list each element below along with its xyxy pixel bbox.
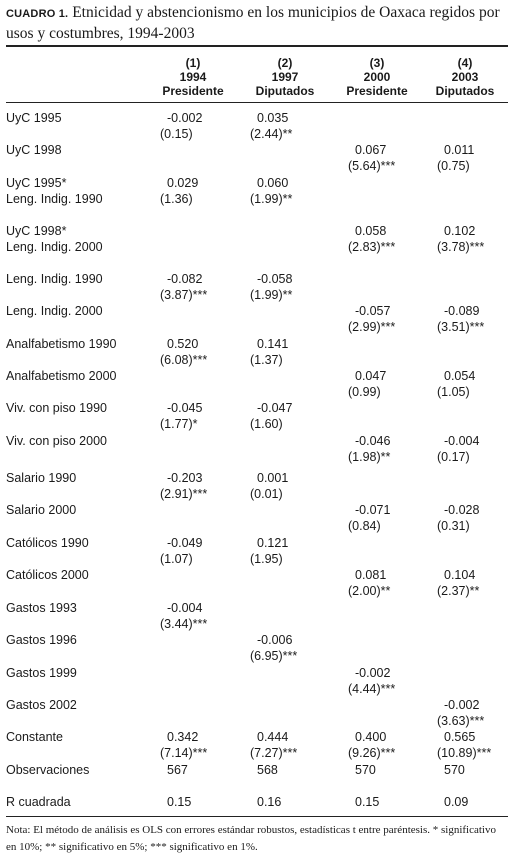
column-year: 2000 (363, 70, 391, 84)
column-number: (2) (277, 56, 293, 70)
row-label-line: Leng. Indig. 1990 (6, 192, 103, 206)
row-label (6, 567, 156, 599)
row-label (6, 110, 156, 142)
coefficient: 0.565 (444, 730, 476, 744)
coefficient: 0.035 (257, 111, 289, 125)
t-statistic: (1.37) (250, 353, 283, 367)
row-label (6, 762, 156, 794)
row-label-line: Viv. con piso 1990 (6, 401, 107, 415)
coefficient: 0.011 (444, 143, 475, 157)
t-statistic: (1.05) (437, 385, 470, 399)
coefficient: -0.046 (355, 434, 391, 448)
t-statistic: (2.37)** (437, 584, 480, 598)
table-cell (250, 729, 350, 761)
coefficient: -0.089 (444, 304, 480, 318)
table-cell (250, 632, 350, 664)
coefficient: 0.047 (355, 369, 387, 383)
t-statistic: (0.01) (250, 487, 283, 501)
t-statistic: (6.95)*** (250, 649, 298, 663)
column-election-type: Presidente (162, 84, 224, 98)
table-cell (250, 336, 350, 368)
coefficient: 0.342 (167, 730, 199, 744)
table-cell (160, 470, 260, 502)
table-cell (160, 729, 260, 761)
row-label-line: UyC 1995* (6, 176, 67, 190)
coefficient: 0.444 (257, 730, 289, 744)
t-statistic: (6.08)*** (160, 353, 208, 367)
table-cell (437, 142, 513, 174)
row-label (6, 336, 156, 368)
column-number: (4) (457, 56, 473, 70)
row-label-line: Católicos 2000 (6, 568, 89, 582)
table-cell (250, 762, 350, 794)
row-label (6, 175, 156, 207)
table-cell (160, 271, 260, 303)
coefficient: 570 (355, 763, 376, 777)
column-header (150, 56, 236, 100)
row-label-line: Analfabetismo 1990 (6, 337, 117, 351)
t-statistic: (3.63)*** (437, 714, 485, 728)
t-statistic: (1.99)** (250, 192, 293, 206)
row-label-line: Gastos 2002 (6, 698, 77, 712)
coefficient: -0.006 (257, 633, 293, 647)
table-cell (160, 336, 260, 368)
table-cell (160, 762, 260, 794)
table-cell (160, 175, 260, 207)
table-cell (437, 729, 513, 761)
row-label-line: R cuadrada (6, 795, 71, 809)
coefficient: 0.09 (444, 795, 469, 809)
column-year: 2003 (451, 70, 479, 84)
coefficient: -0.002 (167, 111, 203, 125)
t-statistic: (2.83)*** (348, 240, 396, 254)
table-cell (437, 303, 513, 335)
table-cell (348, 142, 448, 174)
row-label-line: Salario 1990 (6, 471, 77, 485)
table-cell (437, 223, 513, 255)
column-number: (1) (185, 56, 201, 70)
coefficient: 0.029 (167, 176, 199, 190)
table-cell (348, 502, 448, 534)
coefficient: 0.102 (444, 224, 476, 238)
t-statistic: (9.26)*** (348, 746, 396, 760)
coefficient: -0.082 (167, 272, 203, 286)
row-label (6, 697, 156, 729)
t-statistic: (1.98)** (348, 450, 391, 464)
coefficient: -0.057 (355, 304, 391, 318)
t-statistic: (0.99) (348, 385, 381, 399)
t-statistic: (2.91)*** (160, 487, 208, 501)
coefficient: 0.15 (167, 795, 192, 809)
table-number: CUADRO 1. (6, 8, 69, 20)
coefficient: 0.054 (444, 369, 476, 383)
table-cell (437, 567, 513, 599)
t-statistic: (3.44)*** (160, 617, 208, 631)
column-year: 1994 (179, 70, 207, 84)
table-cell (160, 600, 260, 632)
coefficient: 0.081 (355, 568, 387, 582)
coefficient: 570 (444, 763, 465, 777)
coefficient: 0.400 (355, 730, 387, 744)
coefficient: 0.104 (444, 568, 476, 582)
row-label-line: Gastos 1993 (6, 601, 77, 615)
t-statistic: (10.89)*** (437, 746, 492, 760)
t-statistic: (4.44)*** (348, 682, 396, 696)
t-statistic: (2.99)*** (348, 320, 396, 334)
column-year: 1997 (271, 70, 299, 84)
t-statistic: (1.99)** (250, 288, 293, 302)
coefficient: -0.071 (355, 503, 391, 517)
t-statistic: (7.27)*** (250, 746, 298, 760)
coefficient: -0.004 (167, 601, 203, 615)
coefficient: -0.047 (257, 401, 293, 415)
t-statistic: (1.95) (250, 552, 283, 566)
coefficient: 0.520 (167, 337, 199, 351)
t-statistic: (1.60) (250, 417, 283, 431)
coefficient: 0.058 (355, 224, 387, 238)
row-label (6, 632, 156, 664)
column-election-type: Diputados (435, 84, 495, 98)
table-cell (250, 470, 350, 502)
column-election-type: Diputados (255, 84, 315, 98)
t-statistic: (3.51)*** (437, 320, 485, 334)
coefficient: 568 (257, 763, 278, 777)
table-cell (348, 223, 448, 255)
table-cell (348, 729, 448, 761)
coefficient: -0.203 (167, 471, 203, 485)
coefficient: -0.045 (167, 401, 203, 415)
t-statistic: (0.31) (437, 519, 470, 533)
t-statistic: (2.00)** (348, 584, 391, 598)
coefficient: 0.067 (355, 143, 387, 157)
row-label (6, 729, 156, 761)
t-statistic: (1.07) (160, 552, 193, 566)
row-label (6, 470, 156, 502)
table-cell (250, 175, 350, 207)
coefficient: 0.121 (257, 536, 289, 550)
column-header (242, 56, 328, 100)
t-statistic: (1.77)* (160, 417, 198, 431)
row-label-line: Leng. Indig. 2000 (6, 304, 103, 318)
coefficient: 567 (167, 763, 188, 777)
column-header (334, 56, 420, 100)
t-statistic: (3.87)*** (160, 288, 208, 302)
row-label-line: Viv. con piso 2000 (6, 434, 107, 448)
row-label (6, 142, 156, 174)
coefficient: -0.049 (167, 536, 203, 550)
table-cell (160, 110, 260, 142)
table-cell (348, 368, 448, 400)
coefficient: 0.001 (257, 471, 289, 485)
table-cell (437, 502, 513, 534)
table-cell (250, 110, 350, 142)
row-label-line: Gastos 1999 (6, 666, 77, 680)
table-title-text: Etnicidad y abstencionismo en los municipios de Oaxaca regidos por usos y costumbres, 1994-2003 (6, 4, 500, 42)
row-label (6, 400, 156, 432)
coefficient: -0.002 (444, 698, 480, 712)
row-label-line: Constante (6, 730, 63, 744)
table-cell (437, 697, 513, 729)
row-label-line: Gastos 1996 (6, 633, 77, 647)
table-cell (437, 368, 513, 400)
table-title (6, 3, 508, 43)
table-note: Nota: El método de análisis es OLS con errores estándar robustos, estadísticas t entre paréntesis. * significativo en 10%; ** significativo en 5%; *** significativo en 1%. (6, 824, 496, 853)
table-cell (250, 271, 350, 303)
table-cell (160, 400, 260, 432)
coefficient: -0.004 (444, 434, 480, 448)
bottom-rule (6, 816, 508, 817)
header-rule (6, 102, 508, 103)
t-statistic: (5.64)*** (348, 159, 396, 173)
t-statistic: (0.75) (437, 159, 470, 173)
coefficient: -0.002 (355, 666, 391, 680)
row-label-line: Salario 2000 (6, 503, 77, 517)
table-cell (250, 535, 350, 567)
t-statistic: (0.17) (437, 450, 470, 464)
t-statistic: (7.14)*** (160, 746, 208, 760)
t-statistic: (3.78)*** (437, 240, 485, 254)
top-rule (6, 45, 508, 47)
coefficient: 0.16 (257, 795, 282, 809)
row-label (6, 368, 156, 400)
table-cell (250, 400, 350, 432)
table-cell (348, 567, 448, 599)
table-cell (437, 762, 513, 794)
row-label (6, 303, 156, 335)
table-cell (348, 665, 448, 697)
table-cell (160, 535, 260, 567)
row-label (6, 502, 156, 534)
table-cell (348, 433, 448, 465)
row-label (6, 433, 156, 465)
row-label-line: UyC 1998* (6, 224, 67, 238)
row-label-line: Católicos 1990 (6, 536, 89, 550)
coefficient: 0.15 (355, 795, 380, 809)
coefficient: 0.141 (257, 337, 289, 351)
row-label-line: Observaciones (6, 763, 90, 777)
column-number: (3) (369, 56, 385, 70)
coefficient: -0.028 (444, 503, 480, 517)
row-label (6, 600, 156, 632)
column-election-type: Presidente (346, 84, 408, 98)
row-label-line: Leng. Indig. 2000 (6, 240, 103, 254)
coefficient: -0.058 (257, 272, 293, 286)
table-cell (348, 762, 448, 794)
table-cell (437, 433, 513, 465)
t-statistic: (0.15) (160, 127, 193, 141)
t-statistic: (2.44)** (250, 127, 293, 141)
t-statistic: (1.36) (160, 192, 193, 206)
row-label-line: UyC 1995 (6, 111, 62, 125)
column-header (422, 56, 508, 100)
row-label (6, 223, 156, 255)
row-label-line: UyC 1998 (6, 143, 62, 157)
row-label-line: Leng. Indig. 1990 (6, 272, 103, 286)
table-cell (348, 303, 448, 335)
coefficient: 0.060 (257, 176, 289, 190)
t-statistic: (0.84) (348, 519, 381, 533)
row-label (6, 271, 156, 303)
row-label-line: Analfabetismo 2000 (6, 369, 117, 383)
row-label (6, 535, 156, 567)
row-label (6, 665, 156, 697)
